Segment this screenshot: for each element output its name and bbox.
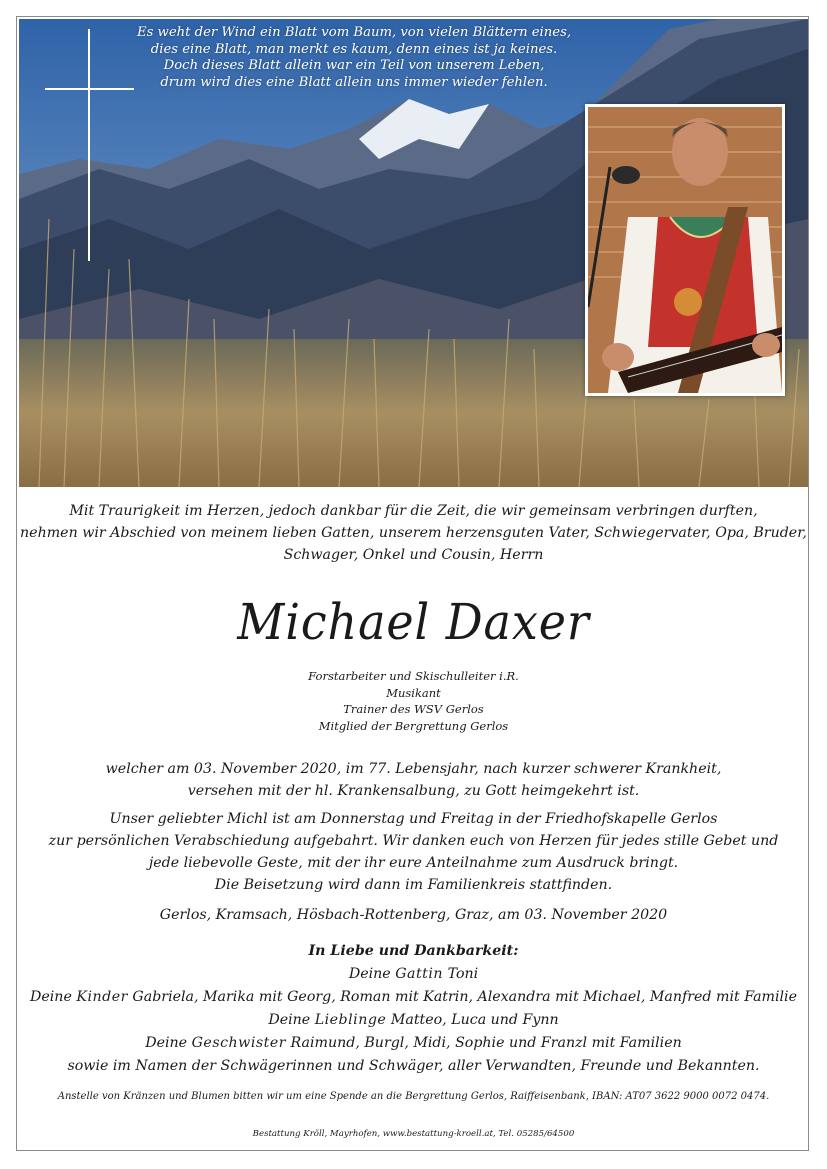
poem-line: Doch dieses Blatt allein war ein Teil von unserem Leben, bbox=[163, 58, 545, 73]
family-siblings bbox=[19, 1032, 808, 1055]
header-landscape-image bbox=[19, 19, 808, 487]
title-line: Forstarbeiter und Skischulleiter i.R. bbox=[308, 669, 519, 683]
info-line: zur persönlichen Verabschiedung aufgebahrt. Wir danken euch von Herzen für jedes stille Gebet und bbox=[48, 833, 779, 849]
poem-line: dies eine Blatt, man merkt es kaum, denn eines ist ja keines. bbox=[150, 41, 558, 57]
portrait-illustration bbox=[588, 107, 782, 393]
poem bbox=[114, 25, 594, 91]
names: Raimund, Burgl, Midi, Sophie und Franzl mit Familien bbox=[290, 1035, 682, 1051]
prefix: Deine bbox=[30, 989, 72, 1005]
info-line: jede liebevolle Geste, mit der ihr eure Anteilnahme zum Ausdruck bringt. bbox=[148, 855, 679, 871]
donation-note: Anstelle von Kränzen und Blumen bitten wir um eine Spende an die Bergrettung Gerlos, Raiffeisenbank, IBAN: AT07 3622 9000 0072 0474. bbox=[57, 1091, 770, 1102]
info-line: Die Beisetzung wird dann im Familienkreis stattfinden. bbox=[214, 877, 613, 893]
family-heading: In Liebe und Dankbarkeit: bbox=[308, 943, 519, 959]
intro-line: nehmen wir Abschied von meinem lieben Gatten, unserem herzensguten Vater, Schwiegervater, Opa, Bruder, bbox=[20, 525, 807, 541]
family-spouse bbox=[19, 963, 808, 986]
family-others: sowie im Namen der Schwägerinnen und Schwäger, aller Verwandten, Freunde und Bekannten. bbox=[67, 1058, 760, 1074]
poem-line: Es weht der Wind ein Blatt vom Baum, von vielen Blättern eines, bbox=[136, 25, 572, 40]
intro-line: Schwager, Onkel und Cousin, Herrn bbox=[283, 547, 544, 563]
footer-funeral-home: Bestattung Kröll, Mayrhofen, www.bestattung-kroell.at, Tel. 05285/64500 bbox=[252, 1129, 575, 1139]
names: Matteo, Luca und Fynn bbox=[390, 1012, 559, 1028]
role: Gattin bbox=[395, 966, 444, 982]
intro-text bbox=[19, 500, 808, 566]
death-line: welcher am 03. November 2020, im 77. Lebensjahr, nach kurzer schwerer Krankheit, bbox=[105, 761, 722, 777]
names: Toni bbox=[447, 966, 479, 982]
intro-line: Mit Traurigkeit im Herzen, jedoch dankbar für die Zeit, die wir gemeinsam verbringen durften, bbox=[69, 503, 758, 519]
names: Gabriela, Marika mit Georg, Roman mit Katrin, Alexandra mit Michael, Manfred mit Familie bbox=[132, 989, 797, 1005]
title-line: Mitglied der Bergrettung Gerlos bbox=[318, 718, 509, 733]
title-line: Musikant bbox=[386, 685, 441, 700]
title-line: Trainer des WSV Gerlos bbox=[343, 702, 484, 716]
death-notice bbox=[19, 758, 808, 802]
poem-line: drum wird dies eine Blatt allein uns immer wieder fehlen. bbox=[160, 74, 548, 90]
portrait-photo bbox=[585, 104, 785, 396]
farewell-info bbox=[19, 808, 808, 896]
family-grandchildren bbox=[19, 1009, 808, 1032]
place-date: Gerlos, Kramsach, Hösbach-Rottenberg, Graz, am 03. November 2020 bbox=[159, 907, 668, 923]
role: Kinder bbox=[76, 989, 128, 1005]
prefix: Deine bbox=[145, 1035, 188, 1051]
prefix: Deine bbox=[348, 966, 391, 982]
titles bbox=[19, 668, 808, 734]
info-line: Unser geliebter Michl ist am Donnerstag und Freitag in der Friedhofskapelle Gerlos bbox=[109, 811, 718, 827]
family-list bbox=[19, 940, 808, 1078]
deceased-name: Michael Daxer bbox=[237, 593, 590, 651]
family-children bbox=[19, 986, 808, 1009]
cross-icon bbox=[88, 29, 90, 261]
role: Geschwister bbox=[191, 1035, 287, 1051]
cross-icon-bar bbox=[45, 88, 134, 90]
death-line: versehen mit der hl. Krankensalbung, zu Gott heimgekehrt ist. bbox=[187, 783, 640, 799]
role: Lieblinge bbox=[314, 1012, 387, 1028]
prefix: Deine bbox=[268, 1012, 311, 1028]
